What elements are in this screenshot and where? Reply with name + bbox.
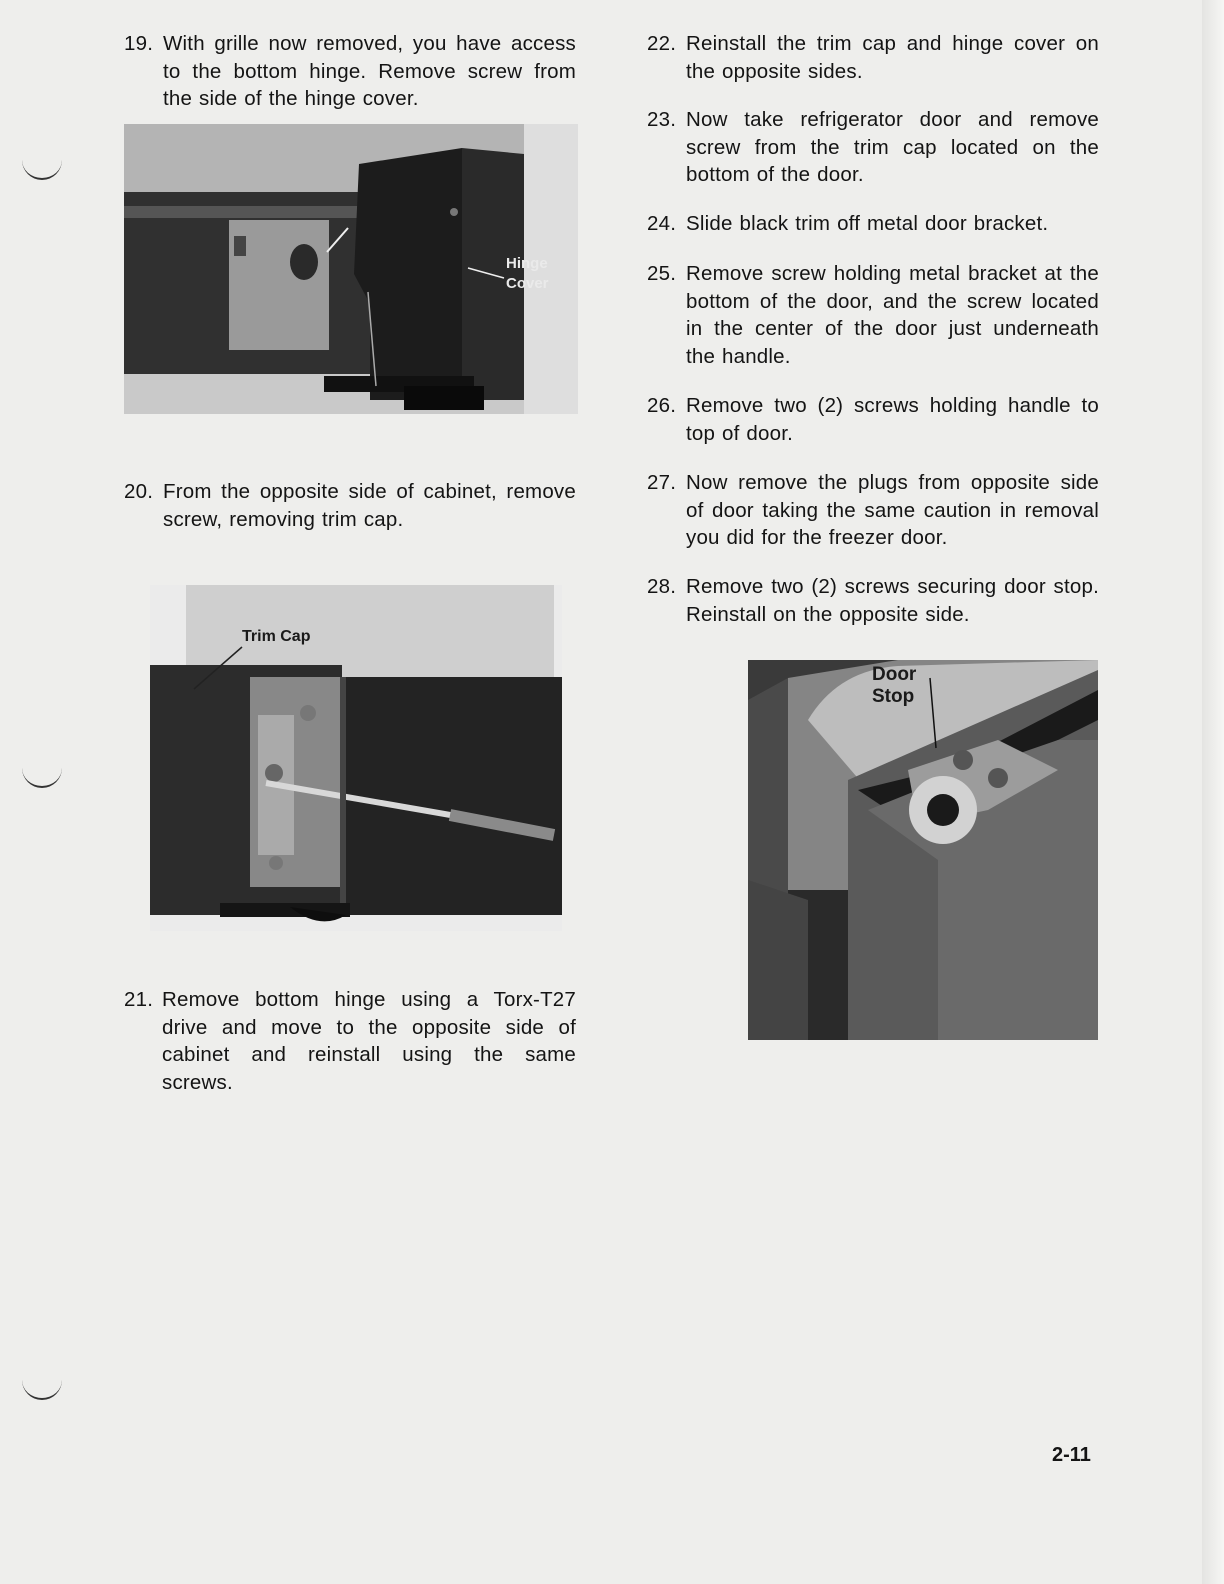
step-number: 24.: [647, 212, 677, 235]
step-23: [647, 106, 1099, 189]
binder-hole-mark: [22, 148, 62, 180]
callout-line: Door: [872, 664, 917, 685]
hinge-cover-callout: [506, 254, 549, 294]
callout-line: Cover: [506, 275, 549, 292]
hinge-cover-photo: [124, 124, 578, 414]
step-text: Now take refrigerator door and remove screw from the trim cap located on the bottom of the door.: [686, 108, 1099, 186]
door-stop-callout: [872, 664, 916, 708]
step-25: [647, 260, 1099, 370]
step-number: 19.: [124, 32, 154, 55]
step-text: Remove bottom hinge using a Torx-T27 drive and move to the opposite side of cabinet and reinstall using the same screws.: [162, 988, 576, 1094]
step-26: [647, 392, 1099, 447]
page-edge: [1202, 0, 1224, 1584]
step-number: 26.: [647, 394, 677, 417]
step-text: With grille now removed, you have access to the bottom hinge. Remove screw from the side of the hinge cover.: [163, 32, 576, 110]
step-number: 23.: [647, 108, 677, 131]
step-19: [124, 30, 576, 113]
step-text: Remove two (2) screws holding handle to top of door.: [686, 394, 1099, 445]
door-stop-illustration: [748, 660, 1098, 1040]
step-number: 27.: [647, 471, 677, 494]
step-text: Reinstall the trim cap and hinge cover on the opposite sides.: [686, 32, 1099, 83]
step-20: [124, 478, 576, 533]
step-number: 20.: [124, 480, 154, 503]
step-number: 22.: [647, 32, 677, 55]
step-28: [647, 573, 1099, 628]
step-text: Now remove the plugs from opposite side of door taking the same caution in removal you did for the freezer door.: [686, 471, 1099, 549]
callout-line: Hinge: [506, 255, 548, 272]
callout-line: Stop: [872, 686, 915, 707]
binder-hole-mark: [22, 1368, 62, 1400]
step-text: Remove screw holding metal bracket at the bottom of the door, and the screw located in the center of the door just underneath the handle.: [686, 262, 1099, 368]
step-number: 21.: [124, 988, 154, 1011]
step-21: [124, 986, 576, 1096]
trim-cap-illustration: [150, 585, 562, 931]
step-text: Slide black trim off metal door bracket.: [686, 212, 1049, 235]
step-24: [647, 210, 1099, 238]
step-27: [647, 469, 1099, 552]
step-number: 25.: [647, 262, 677, 285]
trim-cap-photo: [150, 585, 562, 931]
door-stop-photo: [748, 660, 1098, 1040]
trim-cap-callout: Trim Cap: [242, 628, 311, 645]
step-text: Remove two (2) screws securing door stop. Reinstall on the opposite side.: [686, 575, 1099, 626]
binder-hole-mark: [22, 756, 62, 788]
step-number: 28.: [647, 575, 677, 598]
page-number: 2-11: [1052, 1444, 1091, 1466]
step-22: [647, 30, 1099, 85]
step-text: From the opposite side of cabinet, remove screw, removing trim cap.: [163, 480, 576, 531]
